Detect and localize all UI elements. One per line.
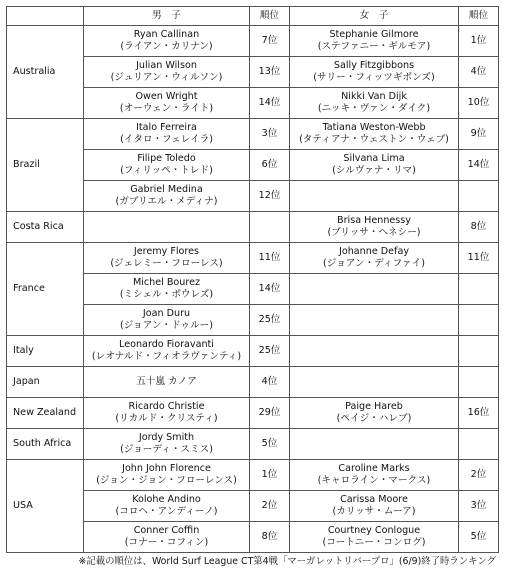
men-player-cell xyxy=(84,522,250,553)
men-rank-cell: 8位 xyxy=(250,522,290,553)
table-row xyxy=(7,460,499,491)
header-women-rank: 順位 xyxy=(459,7,499,26)
player-name-katakana: (シルヴァナ・リマ) xyxy=(332,165,416,176)
player-name: Italo Ferreira xyxy=(136,122,197,133)
player-name: Joan Duru xyxy=(142,308,191,319)
player-name: Jeremy Flores xyxy=(133,246,200,257)
header-men-rank: 順位 xyxy=(250,7,290,26)
men-rank-cell: 14位 xyxy=(250,274,290,305)
women-rank-cell xyxy=(459,367,499,398)
player-name-katakana: (ペイジ・ハレブ) xyxy=(336,413,412,424)
women-player-cell xyxy=(290,305,459,336)
player-name: 五十嵐 カノア xyxy=(136,376,197,387)
country-cell: Australia xyxy=(7,26,84,119)
player-name-katakana: (コートニー・コンログ) xyxy=(322,537,426,548)
men-rank-cell: 11位 xyxy=(250,243,290,274)
player-name: Conner Coffin xyxy=(133,525,200,536)
country-cell: New Zealand xyxy=(7,398,84,429)
women-rank-cell: 14位 xyxy=(459,150,499,181)
men-player-cell xyxy=(84,181,250,212)
player-name-katakana: (ライアン・カリナン) xyxy=(120,41,213,52)
women-rank-cell xyxy=(459,305,499,336)
women-player-cell xyxy=(290,398,459,429)
player-name: Tatiana Weston-Webb xyxy=(322,122,426,133)
player-name-katakana: (レオナルド・フィオラヴァンティ) xyxy=(91,351,242,362)
women-rank-cell: 9位 xyxy=(459,119,499,150)
country-cell: France xyxy=(7,243,84,336)
men-rank-cell: 1位 xyxy=(250,460,290,491)
player-name: Kolohe Andino xyxy=(132,494,201,505)
women-rank-cell: 1位 xyxy=(459,26,499,57)
rankings-table xyxy=(6,6,499,553)
player-name-katakana: (コロヘ・アンディーノ) xyxy=(115,506,218,517)
men-rank-cell: 3位 xyxy=(250,119,290,150)
men-player-cell xyxy=(84,119,250,150)
player-name-katakana: (フィリッペ・トレド) xyxy=(120,165,213,176)
header-country xyxy=(7,7,84,26)
men-rank-cell: 25位 xyxy=(250,305,290,336)
country-cell: Costa Rica xyxy=(7,212,84,243)
women-player-cell xyxy=(290,150,459,181)
women-rank-cell: 16位 xyxy=(459,398,499,429)
player-name: Carissa Moore xyxy=(340,494,408,505)
women-player-cell xyxy=(290,243,459,274)
women-rank-cell xyxy=(459,336,499,367)
men-player-cell xyxy=(84,243,250,274)
women-player-cell xyxy=(290,460,459,491)
player-name-katakana: (カリッサ・ムーア) xyxy=(332,506,416,517)
men-player-cell xyxy=(84,88,250,119)
player-name: Silvana Lima xyxy=(343,153,405,164)
player-name: Leonardo Fioravanti xyxy=(119,339,214,350)
country-cell: South Africa xyxy=(7,429,84,460)
player-name-katakana: (ジュリアン・ウィルソン) xyxy=(110,72,223,83)
men-rank-cell: 6位 xyxy=(250,150,290,181)
men-player-cell xyxy=(84,367,250,398)
player-name: Paige Hareb xyxy=(345,401,403,412)
country-cell: Italy xyxy=(7,336,84,367)
table-row xyxy=(7,336,499,367)
men-player-cell xyxy=(84,57,250,88)
men-player-cell xyxy=(84,150,250,181)
player-name-katakana: (ジョン・ジョン・フローレンス) xyxy=(96,475,237,486)
men-rank-cell: 7位 xyxy=(250,26,290,57)
player-name-katakana: (コナー・コフィン) xyxy=(124,537,209,548)
player-name-katakana: (ジェレミー・フローレス) xyxy=(110,258,223,269)
women-player-cell xyxy=(290,336,459,367)
player-name: Julian Wilson xyxy=(136,60,197,71)
women-rank-cell xyxy=(459,274,499,305)
player-name-katakana: (キャロライン・マークス) xyxy=(317,475,431,486)
player-name-katakana: (ステファニー・ギルモア) xyxy=(317,41,431,52)
women-rank-cell: 3位 xyxy=(459,491,499,522)
men-rank-cell: 13位 xyxy=(250,57,290,88)
men-player-cell xyxy=(84,491,250,522)
footnote: ※記載の順位は、World Surf League CT第4戦「マーガレットリバープロ」(6/9)終了時ランキング xyxy=(78,556,496,567)
player-name: Gabriel Medina xyxy=(130,184,203,195)
women-player-cell xyxy=(290,274,459,305)
player-name-katakana: (オーウェン・ライト) xyxy=(119,103,214,114)
player-name: Nikki Van Dijk xyxy=(341,91,407,102)
player-name: Courtney Conlogue xyxy=(327,525,421,536)
player-name: Sally Fitzgibbons xyxy=(333,60,415,71)
player-name: Owen Wright xyxy=(135,91,198,102)
table-row xyxy=(7,243,499,274)
women-rank-cell xyxy=(459,181,499,212)
country-cell: USA xyxy=(7,460,84,553)
rankings-body xyxy=(7,26,499,553)
men-player-cell xyxy=(84,305,250,336)
player-name: Ricardo Christie xyxy=(128,401,205,412)
player-name-katakana: (イタロ・フェレイラ) xyxy=(120,134,213,145)
men-rank-cell: 25位 xyxy=(250,336,290,367)
women-player-cell xyxy=(290,119,459,150)
player-name-katakana: (リカルド・クリスティ) xyxy=(115,413,218,424)
player-name: Johanne Defay xyxy=(339,246,409,257)
player-name-katakana: (ジョーディ・スミス) xyxy=(120,444,213,455)
men-rank-cell: 29位 xyxy=(250,398,290,429)
women-player-cell xyxy=(290,88,459,119)
player-name-katakana: (タティアナ・ウェストン・ウェブ) xyxy=(299,134,449,145)
table-row xyxy=(7,367,499,398)
player-name-katakana: (ニッキ・ヴァン・ダイク) xyxy=(317,103,431,114)
men-player-cell xyxy=(84,398,250,429)
player-name-katakana: (ジョアン・ディファイ) xyxy=(323,258,425,269)
table-row xyxy=(7,26,499,57)
men-rank-cell: 2位 xyxy=(250,491,290,522)
player-name-katakana: (サリー・フィッツギボンズ) xyxy=(313,72,435,83)
men-player-cell xyxy=(84,212,250,243)
men-rank-cell: 4位 xyxy=(250,367,290,398)
player-name: Jordy Smith xyxy=(138,432,195,443)
men-player-cell xyxy=(84,460,250,491)
country-cell: Japan xyxy=(7,367,84,398)
women-rank-cell: 4位 xyxy=(459,57,499,88)
women-rank-cell: 11位 xyxy=(459,243,499,274)
women-player-cell xyxy=(290,522,459,553)
player-name: Michel Bourez xyxy=(132,277,201,288)
table-row xyxy=(7,119,499,150)
player-name: John John Florence xyxy=(122,463,211,474)
player-name: Stephanie Gilmore xyxy=(329,29,419,40)
table-row xyxy=(7,398,499,429)
women-rank-cell: 8位 xyxy=(459,212,499,243)
men-player-cell xyxy=(84,336,250,367)
women-player-cell xyxy=(290,367,459,398)
men-player-cell xyxy=(84,429,250,460)
men-rank-cell: 12位 xyxy=(250,181,290,212)
women-player-cell xyxy=(290,212,459,243)
header-women: 女 子 xyxy=(290,7,459,26)
men-player-cell xyxy=(84,274,250,305)
player-name: Ryan Callinan xyxy=(133,29,200,40)
player-name-katakana: (ジョアン・ドゥルー) xyxy=(119,320,213,331)
header-row xyxy=(7,7,499,26)
player-name: Caroline Marks xyxy=(338,463,410,474)
player-name: Filipe Toledo xyxy=(137,153,196,164)
player-name-katakana: (ガブリエル・メディナ) xyxy=(115,196,218,207)
women-rank-cell: 2位 xyxy=(459,460,499,491)
header-men: 男 子 xyxy=(84,7,250,26)
women-rank-cell: 5位 xyxy=(459,522,499,553)
women-player-cell xyxy=(290,181,459,212)
women-player-cell xyxy=(290,429,459,460)
table-row xyxy=(7,429,499,460)
player-name-katakana: (ミシェル・ボウレズ) xyxy=(119,289,214,300)
women-player-cell xyxy=(290,57,459,88)
player-name-katakana: (ブリッサ・ヘネシー) xyxy=(327,227,421,238)
women-rank-cell xyxy=(459,429,499,460)
women-player-cell xyxy=(290,26,459,57)
player-name: Brisa Hennessy xyxy=(337,215,411,226)
table-row xyxy=(7,212,499,243)
men-rank-cell: 14位 xyxy=(250,88,290,119)
men-rank-cell: 5位 xyxy=(250,429,290,460)
country-cell: Brazil xyxy=(7,119,84,212)
men-rank-cell xyxy=(250,212,290,243)
men-player-cell xyxy=(84,26,250,57)
women-rank-cell: 10位 xyxy=(459,88,499,119)
women-player-cell xyxy=(290,491,459,522)
